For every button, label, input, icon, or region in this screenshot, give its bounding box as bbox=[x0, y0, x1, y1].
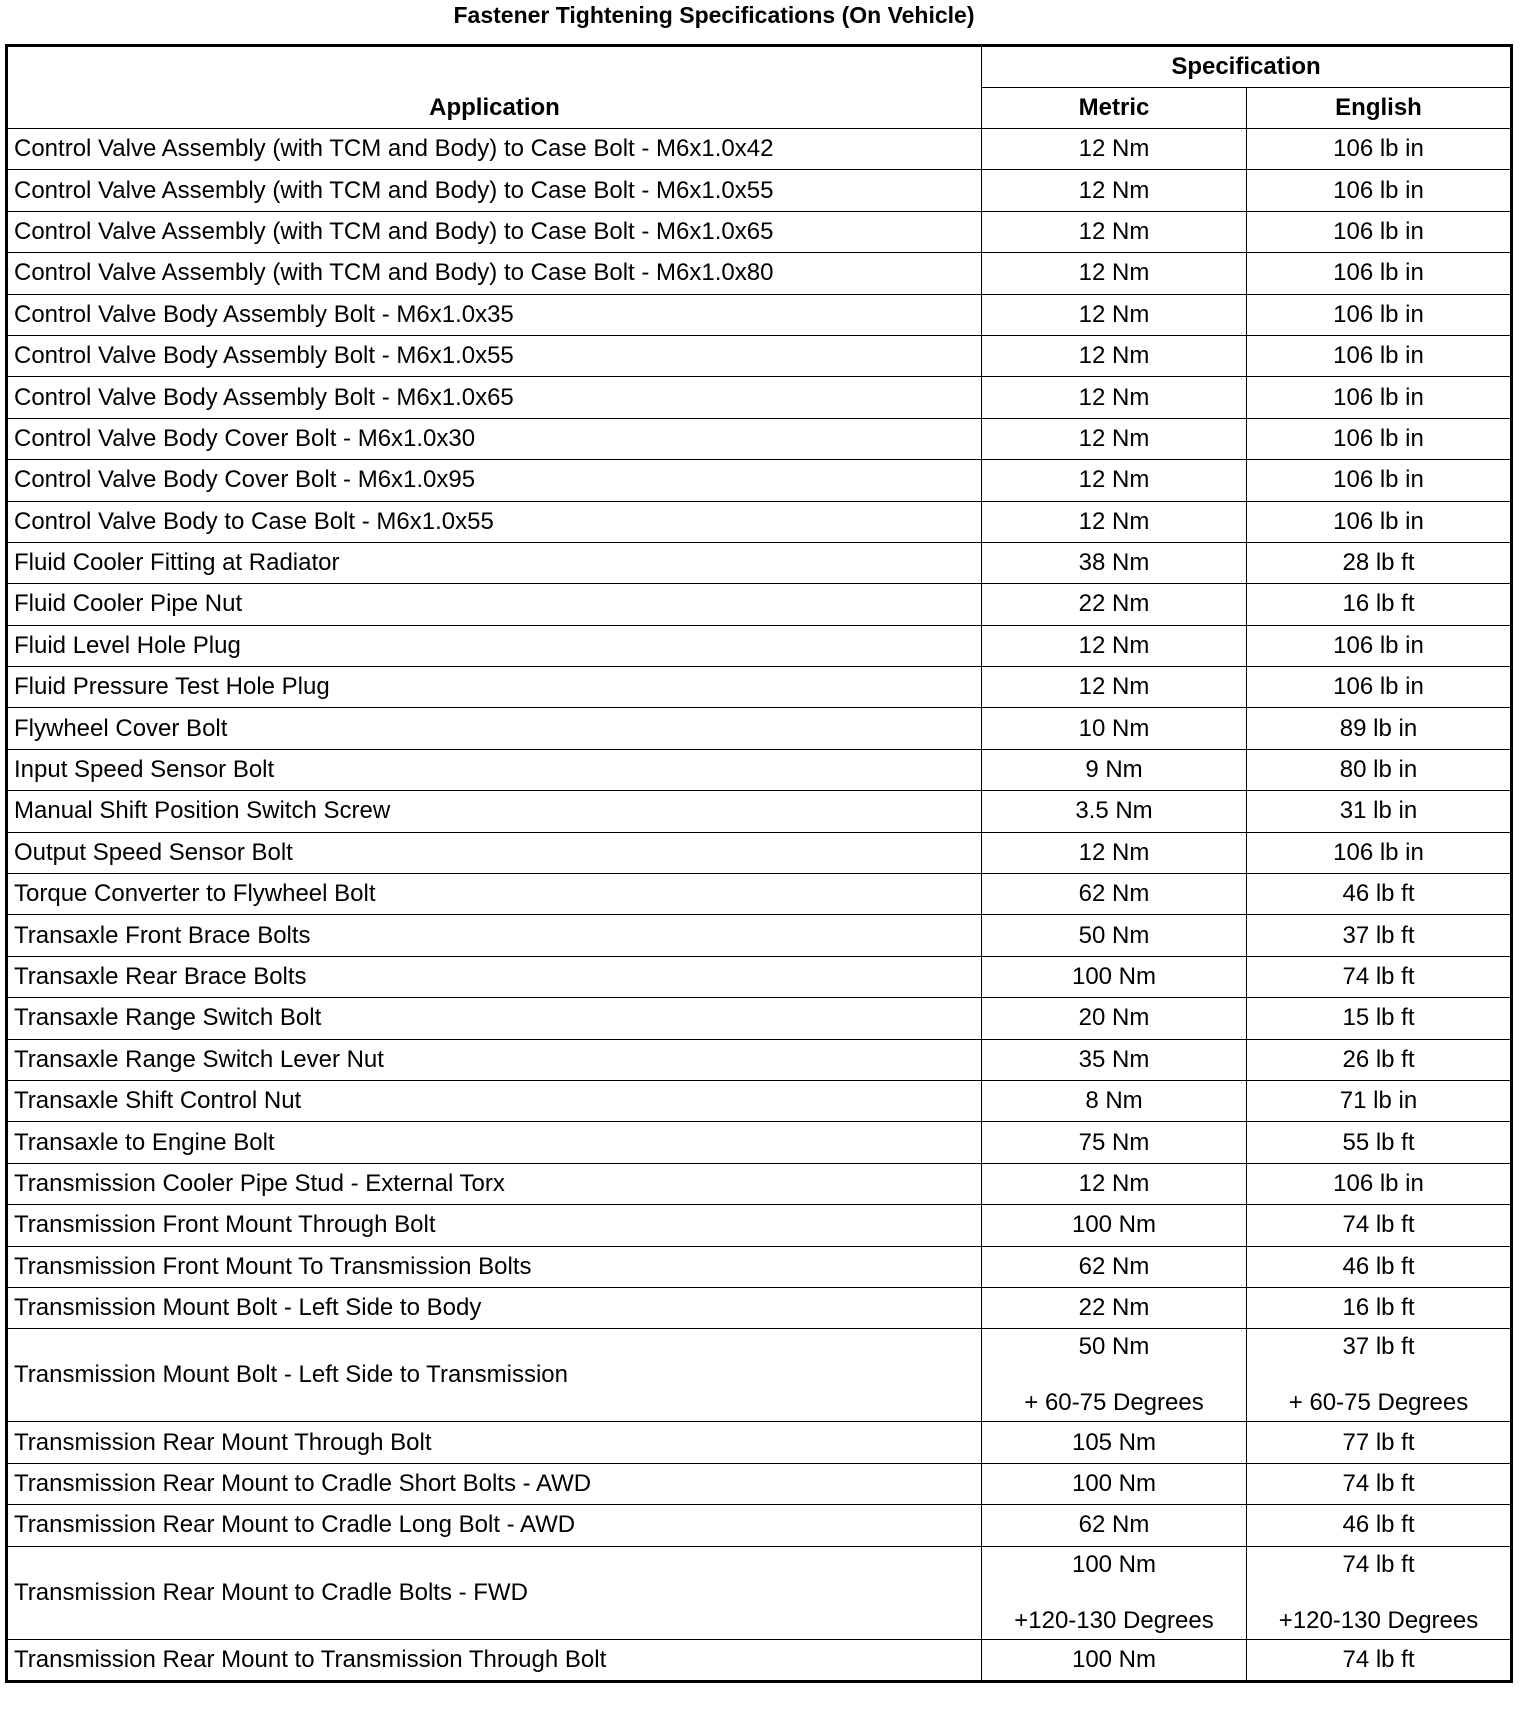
cell-metric bbox=[982, 1546, 1247, 1639]
cell-application: Transmission Mount Bolt - Left Side to Transmission bbox=[7, 1329, 982, 1422]
spec-table bbox=[5, 44, 1513, 1683]
cell-metric: 62 Nm bbox=[982, 874, 1247, 915]
cell-application: Transmission Rear Mount to Cradle Long Bolt - AWD bbox=[7, 1505, 982, 1546]
table-row bbox=[7, 956, 1512, 997]
cell-english: 106 lb in bbox=[1247, 501, 1512, 542]
cell-english: 89 lb in bbox=[1247, 708, 1512, 749]
cell-english: 106 lb in bbox=[1247, 170, 1512, 211]
cell-metric: 100 Nm bbox=[982, 1205, 1247, 1246]
cell-metric: 100 Nm bbox=[982, 1463, 1247, 1504]
table-row bbox=[7, 832, 1512, 873]
cell-application: Control Valve Body Cover Bolt - M6x1.0x95 bbox=[7, 460, 982, 501]
english-value: 74 lb ft bbox=[1342, 1550, 1415, 1578]
table-row bbox=[7, 1122, 1512, 1163]
cell-metric: 75 Nm bbox=[982, 1122, 1247, 1163]
cell-metric: 12 Nm bbox=[982, 1163, 1247, 1204]
table-row bbox=[7, 377, 1512, 418]
page-title: Fastener Tightening Specifications (On Vehicle) bbox=[453, 2, 975, 28]
cell-metric: 12 Nm bbox=[982, 129, 1247, 170]
cell-application: Transmission Rear Mount to Cradle Bolts - FWD bbox=[7, 1546, 982, 1639]
cell-english: 37 lb ft bbox=[1247, 915, 1512, 956]
cell-application: Control Valve Assembly (with TCM and Body) to Case Bolt - M6x1.0x65 bbox=[7, 211, 982, 252]
cell-metric: 100 Nm bbox=[982, 1639, 1247, 1681]
table-row bbox=[7, 584, 1512, 625]
cell-english: 106 lb in bbox=[1247, 129, 1512, 170]
cell-application: Torque Converter to Flywheel Bolt bbox=[7, 874, 982, 915]
table-row bbox=[7, 708, 1512, 749]
cell-application: Control Valve Assembly (with TCM and Body) to Case Bolt - M6x1.0x42 bbox=[7, 129, 982, 170]
header-application: Application bbox=[7, 46, 982, 129]
table-row bbox=[7, 1287, 1512, 1328]
cell-metric: 12 Nm bbox=[982, 667, 1247, 708]
cell-metric: 12 Nm bbox=[982, 377, 1247, 418]
table-row bbox=[7, 791, 1512, 832]
cell-metric: 12 Nm bbox=[982, 418, 1247, 459]
table-row bbox=[7, 170, 1512, 211]
cell-metric: 22 Nm bbox=[982, 1287, 1247, 1328]
table-row bbox=[7, 1205, 1512, 1246]
cell-metric: 12 Nm bbox=[982, 211, 1247, 252]
cell-metric: 38 Nm bbox=[982, 542, 1247, 583]
cell-english: 26 lb ft bbox=[1247, 1039, 1512, 1080]
metric-value: 100 Nm bbox=[1071, 1550, 1157, 1578]
cell-english: 74 lb ft bbox=[1247, 956, 1512, 997]
cell-english bbox=[1247, 1546, 1512, 1639]
cell-metric: 12 Nm bbox=[982, 170, 1247, 211]
table-row bbox=[7, 460, 1512, 501]
cell-application: Transaxle Front Brace Bolts bbox=[7, 915, 982, 956]
table-row bbox=[7, 625, 1512, 666]
table-row bbox=[7, 501, 1512, 542]
cell-english: 74 lb ft bbox=[1247, 1463, 1512, 1504]
table-row bbox=[7, 418, 1512, 459]
cell-metric: 10 Nm bbox=[982, 708, 1247, 749]
table-row bbox=[7, 1422, 1512, 1463]
cell-english: 80 lb in bbox=[1247, 749, 1512, 790]
cell-application: Control Valve Assembly (with TCM and Body) to Case Bolt - M6x1.0x80 bbox=[7, 253, 982, 294]
table-row bbox=[7, 998, 1512, 1039]
cell-application: Control Valve Body Assembly Bolt - M6x1.0x65 bbox=[7, 377, 982, 418]
english-angle: + 60-75 Degrees bbox=[1288, 1389, 1469, 1417]
cell-english: 106 lb in bbox=[1247, 832, 1512, 873]
cell-application: Transmission Front Mount Through Bolt bbox=[7, 1205, 982, 1246]
cell-application: Control Valve Body Cover Bolt - M6x1.0x30 bbox=[7, 418, 982, 459]
table-row bbox=[7, 1080, 1512, 1121]
cell-application: Transaxle Shift Control Nut bbox=[7, 1080, 982, 1121]
header-english: English bbox=[1247, 88, 1512, 129]
cell-english: 106 lb in bbox=[1247, 418, 1512, 459]
cell-application: Transmission Front Mount To Transmission Bolts bbox=[7, 1246, 982, 1287]
cell-english bbox=[1247, 1329, 1512, 1422]
cell-application: Control Valve Assembly (with TCM and Body) to Case Bolt - M6x1.0x55 bbox=[7, 170, 982, 211]
cell-metric: 12 Nm bbox=[982, 625, 1247, 666]
table-body bbox=[7, 129, 1512, 1682]
cell-application: Fluid Pressure Test Hole Plug bbox=[7, 667, 982, 708]
cell-english: 106 lb in bbox=[1247, 667, 1512, 708]
table-row bbox=[7, 253, 1512, 294]
table-row bbox=[7, 915, 1512, 956]
cell-metric: 62 Nm bbox=[982, 1505, 1247, 1546]
cell-english: 106 lb in bbox=[1247, 335, 1512, 376]
table-row bbox=[7, 211, 1512, 252]
cell-english: 46 lb ft bbox=[1247, 874, 1512, 915]
cell-application: Fluid Cooler Pipe Nut bbox=[7, 584, 982, 625]
cell-english: 46 lb ft bbox=[1247, 1246, 1512, 1287]
cell-application: Transmission Mount Bolt - Left Side to Body bbox=[7, 1287, 982, 1328]
cell-english: 28 lb ft bbox=[1247, 542, 1512, 583]
cell-metric: 62 Nm bbox=[982, 1246, 1247, 1287]
cell-application: Fluid Level Hole Plug bbox=[7, 625, 982, 666]
cell-english: 106 lb in bbox=[1247, 294, 1512, 335]
cell-application: Transaxle Range Switch Bolt bbox=[7, 998, 982, 1039]
cell-english: 106 lb in bbox=[1247, 625, 1512, 666]
table-row bbox=[7, 1163, 1512, 1204]
cell-application: Manual Shift Position Switch Screw bbox=[7, 791, 982, 832]
cell-application: Input Speed Sensor Bolt bbox=[7, 749, 982, 790]
cell-english: 55 lb ft bbox=[1247, 1122, 1512, 1163]
table-row bbox=[7, 1505, 1512, 1546]
table-row bbox=[7, 129, 1512, 170]
cell-application: Flywheel Cover Bolt bbox=[7, 708, 982, 749]
table-row bbox=[7, 874, 1512, 915]
cell-english: 106 lb in bbox=[1247, 377, 1512, 418]
english-value: 37 lb ft bbox=[1342, 1333, 1415, 1361]
table-row bbox=[7, 667, 1512, 708]
table-row bbox=[7, 294, 1512, 335]
cell-english: 77 lb ft bbox=[1247, 1422, 1512, 1463]
cell-metric: 105 Nm bbox=[982, 1422, 1247, 1463]
cell-metric: 12 Nm bbox=[982, 460, 1247, 501]
table-row bbox=[7, 1463, 1512, 1504]
table-row bbox=[7, 335, 1512, 376]
cell-application: Fluid Cooler Fitting at Radiator bbox=[7, 542, 982, 583]
cell-english: 74 lb ft bbox=[1247, 1205, 1512, 1246]
cell-metric: 50 Nm bbox=[982, 915, 1247, 956]
cell-english: 106 lb in bbox=[1247, 1163, 1512, 1204]
cell-application: Transmission Rear Mount to Transmission Through Bolt bbox=[7, 1639, 982, 1681]
cell-english: 106 lb in bbox=[1247, 211, 1512, 252]
cell-metric: 9 Nm bbox=[982, 749, 1247, 790]
cell-english: 15 lb ft bbox=[1247, 998, 1512, 1039]
table-row bbox=[7, 1546, 1512, 1639]
table-row bbox=[7, 1246, 1512, 1287]
cell-application: Transaxle Range Switch Lever Nut bbox=[7, 1039, 982, 1080]
cell-english: 74 lb ft bbox=[1247, 1639, 1512, 1681]
header-metric: Metric bbox=[982, 88, 1247, 129]
cell-metric: 20 Nm bbox=[982, 998, 1247, 1039]
table-row bbox=[7, 1329, 1512, 1422]
table-row bbox=[7, 749, 1512, 790]
cell-metric: 12 Nm bbox=[982, 335, 1247, 376]
header-specification: Specification bbox=[982, 46, 1512, 88]
cell-application: Transaxle Rear Brace Bolts bbox=[7, 956, 982, 997]
cell-metric: 100 Nm bbox=[982, 956, 1247, 997]
table-row bbox=[7, 1039, 1512, 1080]
cell-metric: 8 Nm bbox=[982, 1080, 1247, 1121]
cell-english: 31 lb in bbox=[1247, 791, 1512, 832]
cell-metric: 12 Nm bbox=[982, 294, 1247, 335]
cell-application: Control Valve Body Assembly Bolt - M6x1.0x35 bbox=[7, 294, 982, 335]
cell-english: 16 lb ft bbox=[1247, 1287, 1512, 1328]
cell-metric: 12 Nm bbox=[982, 832, 1247, 873]
cell-application: Output Speed Sensor Bolt bbox=[7, 832, 982, 873]
english-angle: +120-130 Degrees bbox=[1278, 1606, 1479, 1634]
cell-english: 46 lb ft bbox=[1247, 1505, 1512, 1546]
cell-english: 16 lb ft bbox=[1247, 584, 1512, 625]
metric-value: 50 Nm bbox=[1078, 1333, 1150, 1361]
cell-application: Transmission Cooler Pipe Stud - External Torx bbox=[7, 1163, 982, 1204]
cell-metric: 12 Nm bbox=[982, 253, 1247, 294]
metric-angle: +120-130 Degrees bbox=[1014, 1606, 1214, 1634]
cell-metric: 35 Nm bbox=[982, 1039, 1247, 1080]
cell-metric: 22 Nm bbox=[982, 584, 1247, 625]
cell-application: Control Valve Body to Case Bolt - M6x1.0x55 bbox=[7, 501, 982, 542]
cell-application: Transaxle to Engine Bolt bbox=[7, 1122, 982, 1163]
cell-english: 71 lb in bbox=[1247, 1080, 1512, 1121]
table-row bbox=[7, 1639, 1512, 1681]
cell-application: Transmission Rear Mount Through Bolt bbox=[7, 1422, 982, 1463]
table-row bbox=[7, 542, 1512, 583]
cell-application: Control Valve Body Assembly Bolt - M6x1.0x55 bbox=[7, 335, 982, 376]
cell-metric bbox=[982, 1329, 1247, 1422]
cell-english: 106 lb in bbox=[1247, 460, 1512, 501]
cell-metric: 12 Nm bbox=[982, 501, 1247, 542]
cell-english: 106 lb in bbox=[1247, 253, 1512, 294]
metric-angle: + 60-75 Degrees bbox=[1024, 1389, 1204, 1417]
cell-application: Transmission Rear Mount to Cradle Short Bolts - AWD bbox=[7, 1463, 982, 1504]
cell-metric: 3.5 Nm bbox=[982, 791, 1247, 832]
